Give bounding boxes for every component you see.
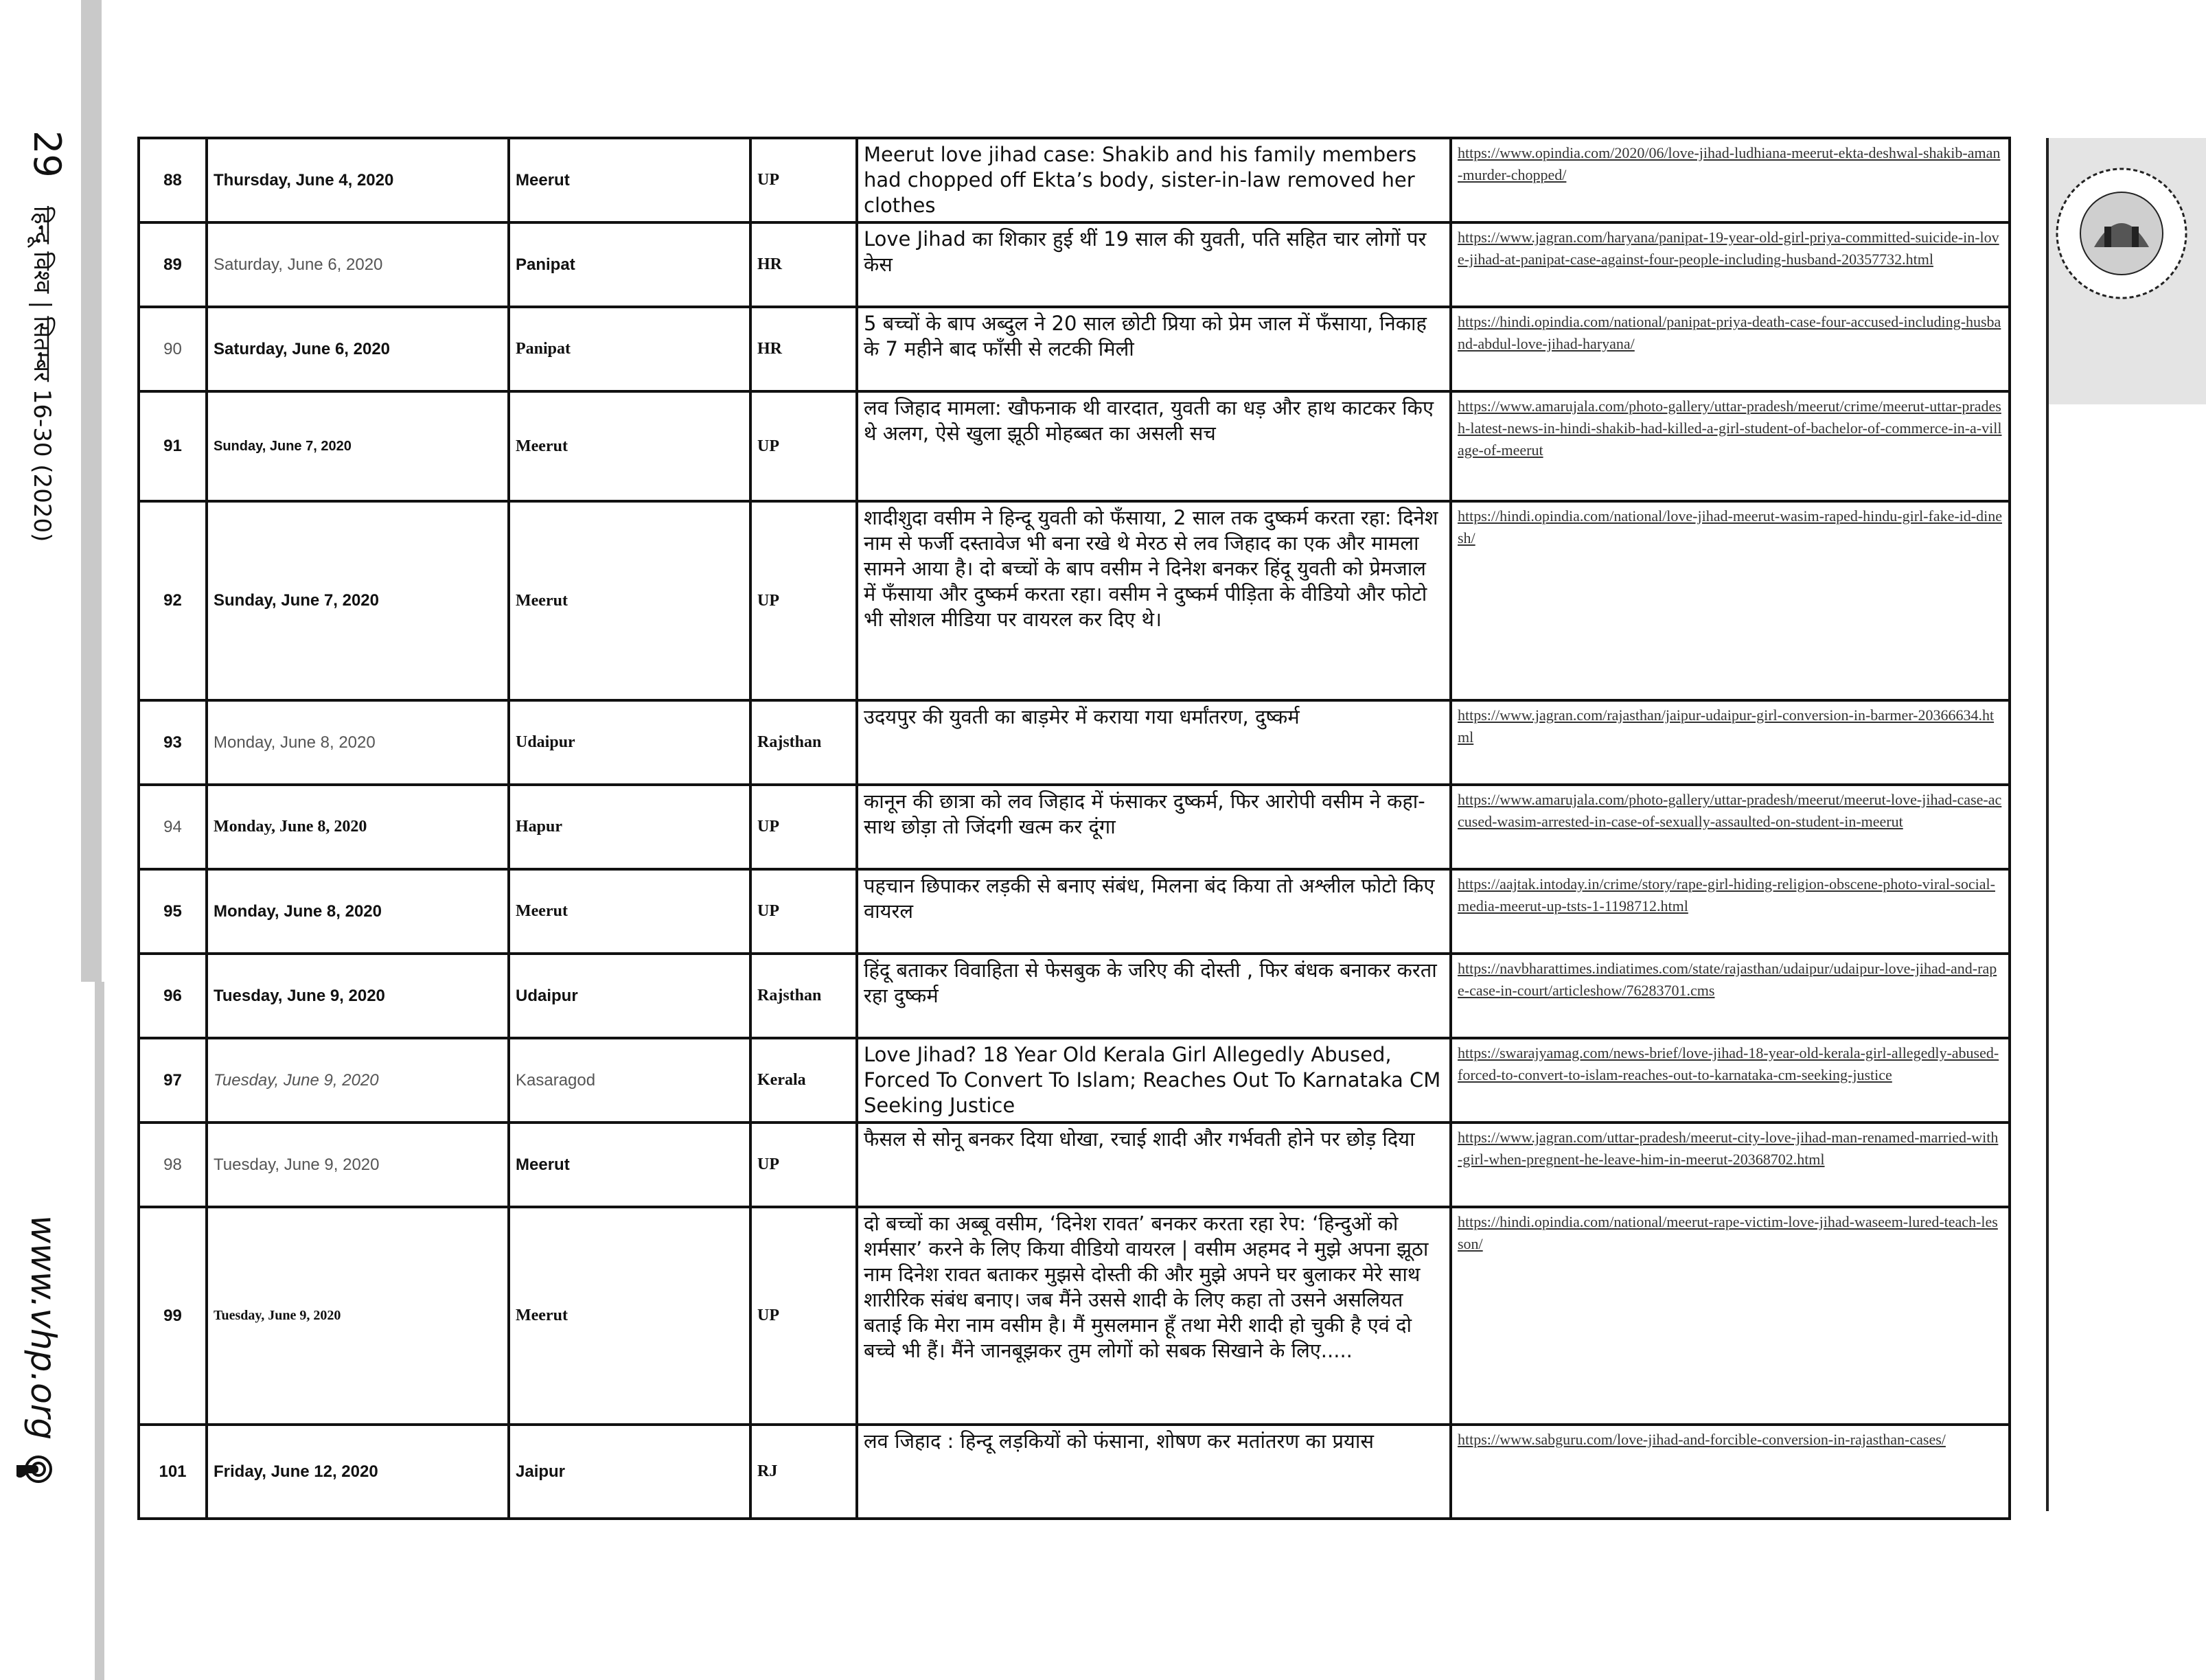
row-date: Monday, June 8, 2020 xyxy=(207,700,509,785)
row-state: UP xyxy=(750,1123,857,1207)
row-title: दो बच्चों का अब्बू वसीम, ‘दिनेश रावत’ बनकर करता रहा रेप: ‘हिन्दुओं को शर्मसार’ करने के लिए किया वीडियो वायरल | वसीम अहमद ने मुझे अपना झूठा नाम दिनेश रावत बताकर मुझसे दोस्ती की और मुझे अपने घर बुलाकर मेरे साथ शारीरिक संबंध बनाए। जब मैंने उससे शादी के लिए कहा तो उसने असलियत बताई कि मेरा नाम वसीम है। मैं मुसलमान हूँ तथा मेरी शादी हो चुकी है एवं दो बच्चे भी हैं। मैंने जानबूझकर तुम लोगों को सबक सिखाने के लिए..... xyxy=(857,1207,1451,1425)
row-link-cell xyxy=(1451,391,2010,501)
row-number: 88 xyxy=(139,138,207,222)
row-city: Hapur xyxy=(509,785,750,869)
row-title: Love Jihad का शिकार हुई थीं 19 साल की युवती, पति सहित चार लोगों पर केस xyxy=(857,222,1451,307)
row-link-cell xyxy=(1451,307,2010,391)
row-number: 92 xyxy=(139,501,207,700)
row-link[interactable]: https://www.jagran.com/haryana/panipat-19-year-old-girl-priya-committed-suicide-in-love-jihad-at-panipat-case-against-four-people-including-husband-20357732.html xyxy=(1458,229,1999,268)
row-state: HR xyxy=(750,222,857,307)
row-title: उदयपुर की युवती का बाड़मेर में कराया गया धर्मांतरण, दुष्कर्म xyxy=(857,700,1451,785)
row-title: Meerut love jihad case: Shakib and his family members had chopped off Ekta’s body, sister-in-law removed her clothes xyxy=(857,138,1451,222)
row-link-cell xyxy=(1451,1123,2010,1207)
row-title: Love Jihad? 18 Year Old Kerala Girl Allegedly Abused, Forced To Convert To Islam; Reaches Out To Karnataka CM Seeking Justice xyxy=(857,1038,1451,1123)
row-date: Tuesday, June 9, 2020 xyxy=(207,1038,509,1123)
row-link-cell xyxy=(1451,700,2010,785)
row-city: Udaipur xyxy=(509,700,750,785)
pointing-hand-icon xyxy=(14,1449,55,1490)
row-state: UP xyxy=(750,785,857,869)
left-margin xyxy=(0,0,103,1680)
row-city: Meerut xyxy=(509,1123,750,1207)
row-link[interactable]: https://hindi.opindia.com/national/love-jihad-meerut-wasim-raped-hindu-girl-fake-id-dinesh/ xyxy=(1458,507,2002,546)
row-link[interactable]: https://www.jagran.com/uttar-pradesh/meerut-city-love-jihad-man-renamed-married-with-girl-when-pregnent-he-leave-him-in-meerut-20368702.html xyxy=(1458,1129,1999,1168)
row-title: हिंदू बताकर विवाहिता से फेसबुक के जरिए की दोस्ती , फिर बंधक बनाकर करता रहा दुष्कर्म xyxy=(857,954,1451,1038)
row-link-cell xyxy=(1451,138,2010,222)
row-state: UP xyxy=(750,869,857,954)
row-state: Rajsthan xyxy=(750,954,857,1038)
vhp-logo xyxy=(2053,165,2190,302)
row-title: लव जिहाद मामला: खौफनाक थी वारदात, युवती का धड़ और हाथ काटकर किए थे अलग, ऐसे खुला झूठी मोहब्बत का असली सच xyxy=(857,391,1451,501)
row-date: Tuesday, June 9, 2020 xyxy=(207,954,509,1038)
table-row xyxy=(139,869,2010,954)
table-row xyxy=(139,138,2010,222)
row-link[interactable]: https://www.amarujala.com/photo-gallery/uttar-pradesh/meerut/crime/meerut-uttar-pradesh-latest-news-in-hindi-shakib-had-killed-a-girl-student-of-bachelor-of-commerce-in-a-village-of-meerut xyxy=(1458,398,2002,459)
row-link[interactable]: https://www.amarujala.com/photo-gallery/uttar-pradesh/meerut/meerut-love-jihad-case-accused-wasim-arrested-in-case-of-sexually-assaulted-on-student-in-meerut xyxy=(1458,791,2002,830)
page-number: 29 xyxy=(25,130,69,178)
table-row xyxy=(139,307,2010,391)
table-row xyxy=(139,1123,2010,1207)
row-number: 94 xyxy=(139,785,207,869)
row-number: 98 xyxy=(139,1123,207,1207)
row-title: फैसल से सोनू बनकर दिया धोखा, रचाई शादी और गर्भवती होने पर छोड़ दिया xyxy=(857,1123,1451,1207)
row-city: Meerut xyxy=(509,501,750,700)
row-link[interactable]: https://swarajyamag.com/news-brief/love-jihad-18-year-old-kerala-girl-allegedly-abused-forced-to-convert-to-islam-reaches-out-to-karnataka-cm-seeking-justice xyxy=(1458,1044,1999,1083)
row-title: शादीशुदा वसीम ने हिन्दू युवती को फँसाया, 2 साल तक दुष्कर्म करता रहा: दिनेश नाम से फर्जी दस्तावेज भी बना रखे थे मेरठ से लव जिहाद का एक और मामला सामने आया है। दो बच्चों के बाप वसीम ने दिनेश बनकर हिंदू युवती को प्रेमजाल में फँसाया और दुष्कर्म करता रहा। वसीम ने दुष्कर्म पीड़िता के वीडियो और फोटो भी सोशल मीडिया पर वायरल कर दिए थे। xyxy=(857,501,1451,700)
row-date: Sunday, June 7, 2020 xyxy=(207,391,509,501)
row-link-cell xyxy=(1451,1207,2010,1425)
row-number: 89 xyxy=(139,222,207,307)
row-link-cell xyxy=(1451,501,2010,700)
right-divider xyxy=(2046,138,2049,1511)
row-number: 95 xyxy=(139,869,207,954)
row-link[interactable]: https://hindi.opindia.com/national/panipat-priya-death-case-four-accused-including-husband-abdul-love-jihad-haryana/ xyxy=(1458,313,2001,352)
row-number: 91 xyxy=(139,391,207,501)
row-title: लव जिहाद : हिन्दू लड़कियों को फंसाना, शोषण कर मतांतरण का प्रयास xyxy=(857,1425,1451,1519)
row-link[interactable]: https://navbharattimes.indiatimes.com/state/rajasthan/udaipur/udaipur-love-jihad-and-rape-case-in-court/articleshow/76283701.cms xyxy=(1458,960,1997,999)
table-row xyxy=(139,700,2010,785)
row-city: Jaipur xyxy=(509,1425,750,1519)
row-link-cell xyxy=(1451,1425,2010,1519)
row-city: Udaipur xyxy=(509,954,750,1038)
cases-table xyxy=(137,137,2011,1520)
row-city: Meerut xyxy=(509,138,750,222)
row-date: Monday, June 8, 2020 xyxy=(207,785,509,869)
margin-bar-upper xyxy=(81,0,102,982)
row-city: Meerut xyxy=(509,391,750,501)
row-city: Kasaragod xyxy=(509,1038,750,1123)
table-row xyxy=(139,1207,2010,1425)
row-link[interactable]: https://www.jagran.com/rajasthan/jaipur-udaipur-girl-conversion-in-barmer-20366634.html xyxy=(1458,706,1995,746)
table-row xyxy=(139,391,2010,501)
row-link[interactable]: https://www.sabguru.com/love-jihad-and-forcible-conversion-in-rajasthan-cases/ xyxy=(1458,1431,1946,1448)
row-date: Sunday, June 7, 2020 xyxy=(207,501,509,700)
table-row xyxy=(139,1425,2010,1519)
row-link[interactable]: https://hindi.opindia.com/national/meerut-rape-victim-love-jihad-waseem-lured-teach-lesson/ xyxy=(1458,1213,1998,1252)
row-title: 5 बच्चों के बाप अब्दुल ने 20 साल छोटी प्रिया को प्रेम जाल में फँसाया, निकाह के 7 महीने बाद फाँसी से लटकी मिली xyxy=(857,307,1451,391)
row-link[interactable]: https://www.opindia.com/2020/06/love-jihad-ludhiana-meerut-ekta-deshwal-shakib-aman-murder-chopped/ xyxy=(1458,144,2001,183)
row-number: 97 xyxy=(139,1038,207,1123)
row-link-cell xyxy=(1451,1038,2010,1123)
row-city: Panipat xyxy=(509,222,750,307)
row-state: Kerala xyxy=(750,1038,857,1123)
row-number: 96 xyxy=(139,954,207,1038)
row-link[interactable]: https://aajtak.intoday.in/crime/story/rape-girl-hiding-religion-obscene-photo-viral-social-media-meerut-up-tsts-1-1198712.html xyxy=(1458,875,1995,914)
row-state: UP xyxy=(750,1207,857,1425)
row-state: UP xyxy=(750,501,857,700)
table-row xyxy=(139,501,2010,700)
row-date: Friday, June 12, 2020 xyxy=(207,1425,509,1519)
row-date: Saturday, June 6, 2020 xyxy=(207,307,509,391)
table-row xyxy=(139,1038,2010,1123)
row-date: Tuesday, June 9, 2020 xyxy=(207,1207,509,1425)
row-state: Rajsthan xyxy=(750,700,857,785)
row-date: Thursday, June 4, 2020 xyxy=(207,138,509,222)
row-number: 90 xyxy=(139,307,207,391)
row-title: पहचान छिपाकर लड़की से बनाए संबंध, मिलना बंद किया तो अश्लील फोटो किए वायरल xyxy=(857,869,1451,954)
issue-label: हिन्दू विश्व | सितम्बर 16-30 (2020) xyxy=(28,206,56,542)
row-date: Tuesday, June 9, 2020 xyxy=(207,1123,509,1207)
row-city: Meerut xyxy=(509,869,750,954)
row-date: Monday, June 8, 2020 xyxy=(207,869,509,954)
row-link-cell xyxy=(1451,222,2010,307)
row-number: 99 xyxy=(139,1207,207,1425)
table-row xyxy=(139,222,2010,307)
table-row xyxy=(139,785,2010,869)
margin-bar-lower xyxy=(95,982,104,1680)
website-label: www.vhp.org xyxy=(23,1215,63,1440)
row-number: 93 xyxy=(139,700,207,785)
row-number: 101 xyxy=(139,1425,207,1519)
row-link-cell xyxy=(1451,869,2010,954)
row-city: Meerut xyxy=(509,1207,750,1425)
table-row xyxy=(139,954,2010,1038)
row-link-cell xyxy=(1451,785,2010,869)
row-state: HR xyxy=(750,307,857,391)
row-date: Saturday, June 6, 2020 xyxy=(207,222,509,307)
row-state: UP xyxy=(750,138,857,222)
row-city: Panipat xyxy=(509,307,750,391)
row-link-cell xyxy=(1451,954,2010,1038)
row-state: RJ xyxy=(750,1425,857,1519)
row-state: UP xyxy=(750,391,857,501)
row-title: कानून की छात्रा को लव जिहाद में फंसाकर दुष्कर्म, फिर आरोपी वसीम ने कहा- साथ छोड़ा तो जिंदगी खत्म कर दूंगा xyxy=(857,785,1451,869)
